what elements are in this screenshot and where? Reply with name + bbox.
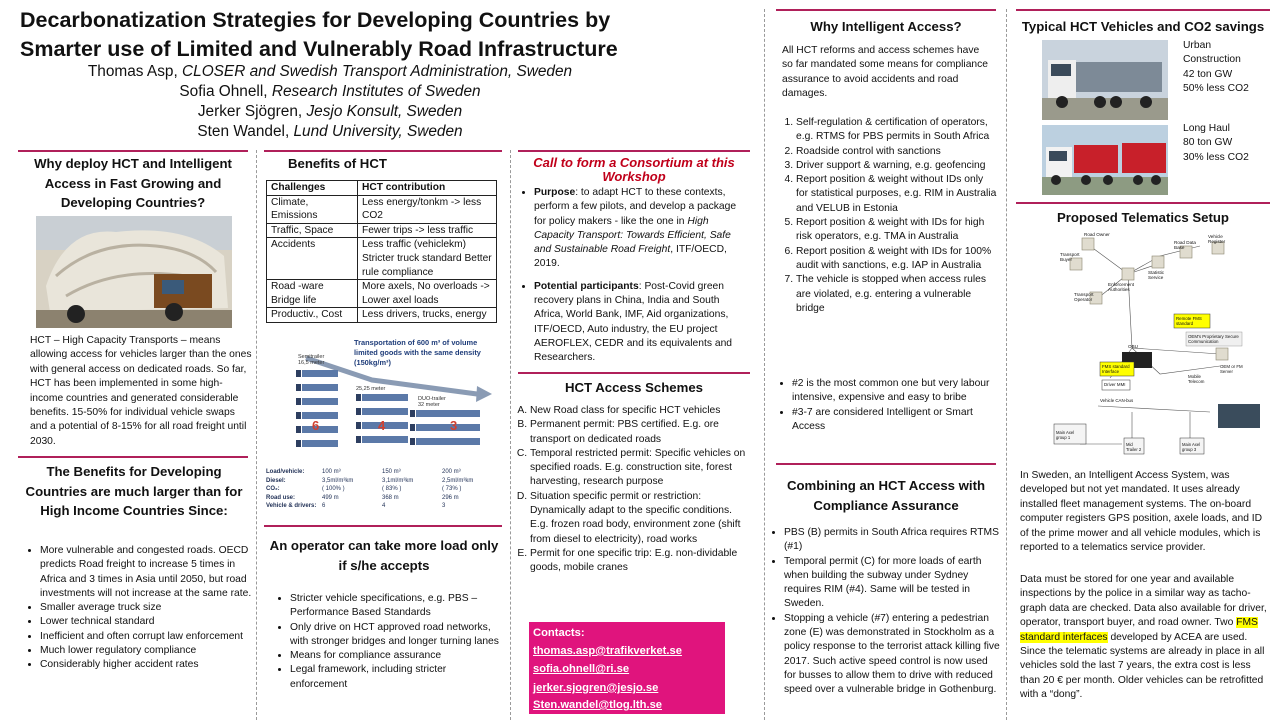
- fms-highlight: FMS standard interfaces: [1020, 617, 1258, 643]
- table-cell: Road -ware Bridge life: [267, 280, 358, 308]
- overloaded-truck-photo: [36, 216, 232, 328]
- rule-col2-top: [264, 150, 502, 152]
- combining-list: [770, 526, 1000, 698]
- why-ia-list-container: [778, 116, 998, 316]
- infographic-title: Transportation of 600 m³ of volume limited goods with the same density (150kg/m³): [354, 338, 481, 367]
- list-item: 6. Report position & weight with IDs for 100% audit with sanctions, e.g. IAP in Australia: [796, 245, 998, 274]
- divider-2: [510, 150, 511, 720]
- node-mobile-telecom: Mobile Telecom: [1188, 374, 1205, 384]
- urban-truck-info: Urban Construction 42 ton GW 50% less CO2: [1183, 40, 1249, 95]
- list-item: • Only drive on HCT approved road networks, with stronger bridges and longer turning lanes: [290, 621, 502, 650]
- telematics-diagram: [1040, 228, 1260, 462]
- longhaul-truck-info: Long Haul 80 ton GW 30% less CO2: [1183, 123, 1249, 163]
- vehicle-count-2: 4: [378, 418, 386, 433]
- node-vehicle-register: Vehicle Register: [1208, 234, 1226, 244]
- why-hct-heading: Why deploy HCT and Intelligent Access in Fast Growing and Developing Countries?: [34, 156, 232, 211]
- list-item: D. Situation specific permit or restriction: Dynamically adapt to the specific conditions. E.g. frozen road body, environment zone (shift from diesel to electricity), road works: [530, 490, 750, 547]
- consortium-heading: Call to form a Consortium at this Workshop: [533, 155, 735, 184]
- divider-4: [1006, 9, 1007, 720]
- rule-col5-top: [1016, 9, 1270, 11]
- list-item: • Much lower regulatory compliance: [40, 644, 252, 658]
- why-ia-notes: [778, 377, 994, 434]
- urban-truck-photo: [1042, 40, 1168, 120]
- node-fms-interface: FMS standard Interface: [1102, 364, 1130, 374]
- node-road-owner: Road Owner: [1084, 232, 1110, 237]
- author-3: Jerker Sjögren, Jesjo Konsult, Sweden: [197, 103, 463, 120]
- list-item: • Lower technical standard: [40, 615, 252, 629]
- benefits-dev-list: [26, 544, 252, 673]
- list-item: 4. Report position & weight without IDs only for statistical purposes, e.g. RIM in Australia and VELUB in Estonia: [796, 173, 998, 216]
- vehicle-label-3: DUO-trailer 32 meter: [418, 396, 446, 408]
- sweden-paragraph-1: In Sweden, an Intelligent Access System, was developed but not yet mandated. It uses already installed fleet management systems. The on-board computer registers GPS position, axele loads, and ID of the prime mower and all vehicle modules, which is reported to a telematics service provider.: [1020, 470, 1263, 554]
- operator-list-container: [276, 592, 502, 692]
- why-ia-intro: All HCT reforms and access schemes have so far mandated some means for compliance assurance to avoid accidents and road damages.: [782, 45, 989, 100]
- rule-col3-mid: [518, 372, 750, 374]
- list-item: 2. Roadside control with sanctions: [796, 145, 998, 159]
- list-item: 5. Report position & weight with IDs for high risk operators, e.g. TMA in Australia: [796, 216, 998, 245]
- consortium-list: [520, 186, 750, 366]
- rule-col3-top: [518, 150, 750, 152]
- node-transport-buyer: Transport Buyer: [1060, 252, 1080, 262]
- consortium-purpose: • Purpose: to adapt HCT to these contexts, perform a few pilots, and develop a package for policy makers - like the one in High Capacity Transport: Towards Efficient, Safe and Sustainable Road Freight, ITF/OECD, 2019.: [534, 186, 750, 272]
- access-schemes-heading: HCT Access Schemes: [564, 380, 704, 395]
- list-item: • Inefficient and often corrupt law enforcement: [40, 630, 252, 644]
- divider-3: [764, 9, 765, 720]
- telematics-svg: [1040, 228, 1260, 462]
- node-axel-3: Main Axel group 3: [1182, 442, 1201, 452]
- node-oem-server: OEM or FM Server: [1220, 364, 1243, 374]
- list-item: E. Permit for one specific trip: E.g. non-dividable goods, mobile cranes: [530, 547, 750, 576]
- list-item: • Temporal permit (C) for more loads of earth when building the subway under Sydney requires RIM (#4). Same will be tested in Sweden.: [784, 555, 1000, 612]
- rule-col1-top: [18, 150, 248, 152]
- table-cell: Less drivers, trucks, energy: [358, 308, 497, 323]
- list-item: • Means for compliance assurance: [290, 649, 502, 663]
- table-header: Challenges: [267, 181, 358, 196]
- operator-list: [276, 592, 502, 692]
- truck-photo-svg: [36, 216, 232, 328]
- poster-title: [20, 6, 720, 64]
- stat-row: Load/vehicle: 100 m³ 150 m³ 200 m³: [266, 469, 461, 475]
- table-header-row: [267, 181, 497, 196]
- stat-row: Diesel: 3,5ml/m³km 3,1ml/m³km 2,5ml/m³km: [266, 477, 474, 484]
- access-schemes-list-container: [512, 404, 750, 576]
- consortium-participants: • Potential participants: Post-Covid green recovery plans in China, India and South Africa, World Bank, IMF, Aid organizations, ITF/OECD, Auto industry, the EU project AEROFLEX, CEDR and its equivalents and Researchers.: [534, 280, 750, 366]
- email-link-sjogren[interactable]: jerker.sjogren@jesjo.se: [533, 681, 659, 694]
- longhaul-truck-photo: [1042, 125, 1168, 195]
- table-cell: Fewer trips -> less traffic: [358, 223, 497, 238]
- list-item: C. Temporal restricted permit: Specific vehicles on specified roads. E.g. construction site, forest harvesting, research purpose: [530, 447, 750, 490]
- table-cell: Accidents: [267, 238, 358, 280]
- list-item: 7. The vehicle is stopped when access rules are violated, e.g. entering a vulnerable bridge: [796, 273, 998, 316]
- combining-list-container: [770, 526, 1000, 698]
- why-ia-heading: Why Intelligent Access?: [810, 19, 962, 34]
- node-enforcement: Enforcement Authorities: [1108, 282, 1135, 292]
- node-trailer-2: Mid Trailer 2: [1126, 442, 1142, 452]
- list-item: • Stopping a vehicle (#7) entering a pedestrian zone (E) was demonstrated in Stockholm as a policy response to the terrorist attack killing five 2017. Such active speed control is now used for busses to allow them to drive with reduced speed over a vulnerable bridge in Gothenburg.: [784, 612, 1000, 698]
- list-item: 3. Driver support & warning, e.g. geofencing: [796, 159, 998, 173]
- benefits-table: [266, 180, 497, 323]
- email-link-asp[interactable]: thomas.asp@trafikverket.se: [533, 645, 682, 657]
- why-ia-list: [778, 116, 998, 316]
- urban-truck-svg: [1042, 40, 1168, 120]
- authors: [0, 62, 660, 142]
- table-row: [267, 238, 497, 280]
- operator-heading: An operator can take more load only if s/he accepts: [269, 538, 499, 573]
- longhaul-truck-svg: [1042, 125, 1168, 195]
- combining-heading: Combining an HCT Access with Compliance Assurance: [786, 478, 986, 513]
- stat-row: CO₂: ( 100% ) ( 83% ) ( 73% ): [266, 486, 462, 493]
- author-2: Sofia Ohnell, Research Institutes of Sweden: [179, 83, 481, 100]
- author-4: Sten Wandel, Lund University, Sweden: [197, 123, 463, 140]
- table-cell: Productiv., Cost: [267, 308, 358, 323]
- node-can-bus: Vehicle CAN-bus: [1100, 398, 1134, 403]
- transport-infographic: [262, 334, 502, 520]
- vehicles-heading: Typical HCT Vehicles and CO2 savings: [1021, 19, 1265, 34]
- email-link-wandel[interactable]: Sten.wandel@tlog.lth.se: [533, 699, 663, 711]
- vehicle-label-1: Semitrailer 16,5 meter: [298, 354, 325, 366]
- rule-col2-mid: [264, 525, 502, 527]
- vehicle-label-2: 25,25 meter: [356, 386, 386, 392]
- consortium-list-container: [520, 186, 750, 366]
- table-row: [267, 280, 497, 308]
- node-oem-secure: OEM's Proprietary Secure Communication: [1188, 334, 1239, 344]
- benefits-hct-heading: Benefits of HCT: [288, 156, 387, 171]
- divider-1: [256, 150, 257, 720]
- node-obu: OBU: [1128, 344, 1138, 349]
- list-item: • PBS (B) permits in South Africa requires RTMS (#1): [784, 526, 1000, 555]
- node-statistic-service: Statistic Service: [1148, 270, 1165, 280]
- email-link-ohnell[interactable]: sofia.ohnell@ri.se: [533, 663, 630, 676]
- table-row: [267, 308, 497, 323]
- node-road-data-base: Road Data Base: [1174, 240, 1196, 250]
- title-line-1: Decarbonatization Strategies for Developing Countries by: [20, 8, 611, 32]
- list-item: • #2 is the most common one but very labour intensive, expensive and easy to bribe: [792, 377, 994, 406]
- list-item: 1. Self-regulation & certification of operators, e.g. RTMS for PBS permits in South Africa: [796, 116, 998, 145]
- sweden-paragraph-2: Data must be stored for one year and available inspections by the police in a similar way as tacho-graph data are checked. Data also available for driver, operator, transport buyer, and road owner. Two FMS standard interfaces developed by ACEA are used. Since the telematic systems are already in place in all vehicles sold the last 7 years, the extra cost is less than 20 € per month. Older vehicles can be retrofitted with a “dong”.: [1020, 574, 1267, 701]
- node-axel-1: Main Axel group 1: [1056, 430, 1075, 440]
- table-row: [267, 223, 497, 238]
- vehicle-count-1: 6: [312, 418, 320, 433]
- infographic-stats: [266, 468, 502, 511]
- table-cell: Traffic, Space: [267, 223, 358, 238]
- why-hct-body: HCT – High Capacity Transports – means allowing access for vehicles larger than the ones with general access on dedicated roads. So far, HCT has been implemented in some high-income countries and generated considerable benefits. 15-50% for individual vehicle swaps and a potential of 8-15% for all road freight until 2030.: [30, 335, 252, 447]
- list-item: • More vulnerable and congested roads. OECD predicts Road freight to increase 5 times in Africa and 3 times in Asia until 2050, but road investments will not increase at the same rate.: [40, 544, 252, 601]
- list-item: • #3-7 are considered Intelligent or Smart Access: [792, 406, 994, 435]
- access-schemes-list: [512, 404, 750, 576]
- list-item: A. New Road class for specific HCT vehicles: [530, 404, 750, 418]
- why-ia-notes-container: [778, 377, 994, 434]
- telematics-heading: Proposed Telematics Setup: [1057, 210, 1229, 225]
- list-item: • Stricter vehicle specifications, e.g. PBS – Performance Based Standards: [290, 592, 502, 621]
- table-cell: More axels, No overloads -> Lower axel loads: [358, 280, 497, 308]
- title-line-2: Smarter use of Limited and Vulnerably Road Infrastructure: [20, 37, 618, 61]
- node-transport-operator: Transport Operator: [1074, 292, 1094, 302]
- rule-col4-top: [776, 9, 996, 11]
- author-1: Thomas Asp, CLOSER and Swedish Transport Administration, Sweden: [87, 63, 573, 80]
- stat-row: Road use: 499 m 368 m 296 m: [266, 494, 459, 501]
- table-cell: Less traffic (vehiclekm) Stricter truck standard Better rule compliance: [358, 238, 497, 280]
- table-cell: Less energy/tonkm -> less CO2: [358, 195, 497, 223]
- list-item: • Considerably higher accident rates: [40, 658, 252, 672]
- node-remote-fms: Remote FMS standard: [1176, 316, 1202, 326]
- table-header: HCT contribution: [358, 181, 497, 196]
- list-item: • Legal framework, including stricter enforcement: [290, 663, 502, 692]
- benefits-dev-list-container: [26, 544, 252, 673]
- stat-row: Vehicle & drivers: 6 4 3: [266, 503, 446, 510]
- contacts-emails: [529, 642, 725, 697]
- benefits-dev-heading: The Benefits for Developing Countries are much larger than for High Income Countries Since:: [25, 464, 243, 519]
- table-row: [267, 195, 497, 223]
- rule-col5-mid: [1016, 202, 1270, 204]
- contacts-heading: Contacts:: [533, 627, 585, 639]
- list-item: B. Permanent permit: PBS certified. E.g. ore transport on dedicated roads: [530, 418, 750, 447]
- list-item: • Smaller average truck size: [40, 601, 252, 615]
- rule-col4-mid: [776, 463, 996, 465]
- rule-col1-mid: [18, 456, 248, 458]
- vehicle-count-3: 3: [450, 418, 458, 433]
- table-cell: Climate, Emissions: [267, 195, 358, 223]
- node-driver-mmi: Driver MMI: [1104, 382, 1126, 387]
- benefits-table-container: [266, 180, 497, 323]
